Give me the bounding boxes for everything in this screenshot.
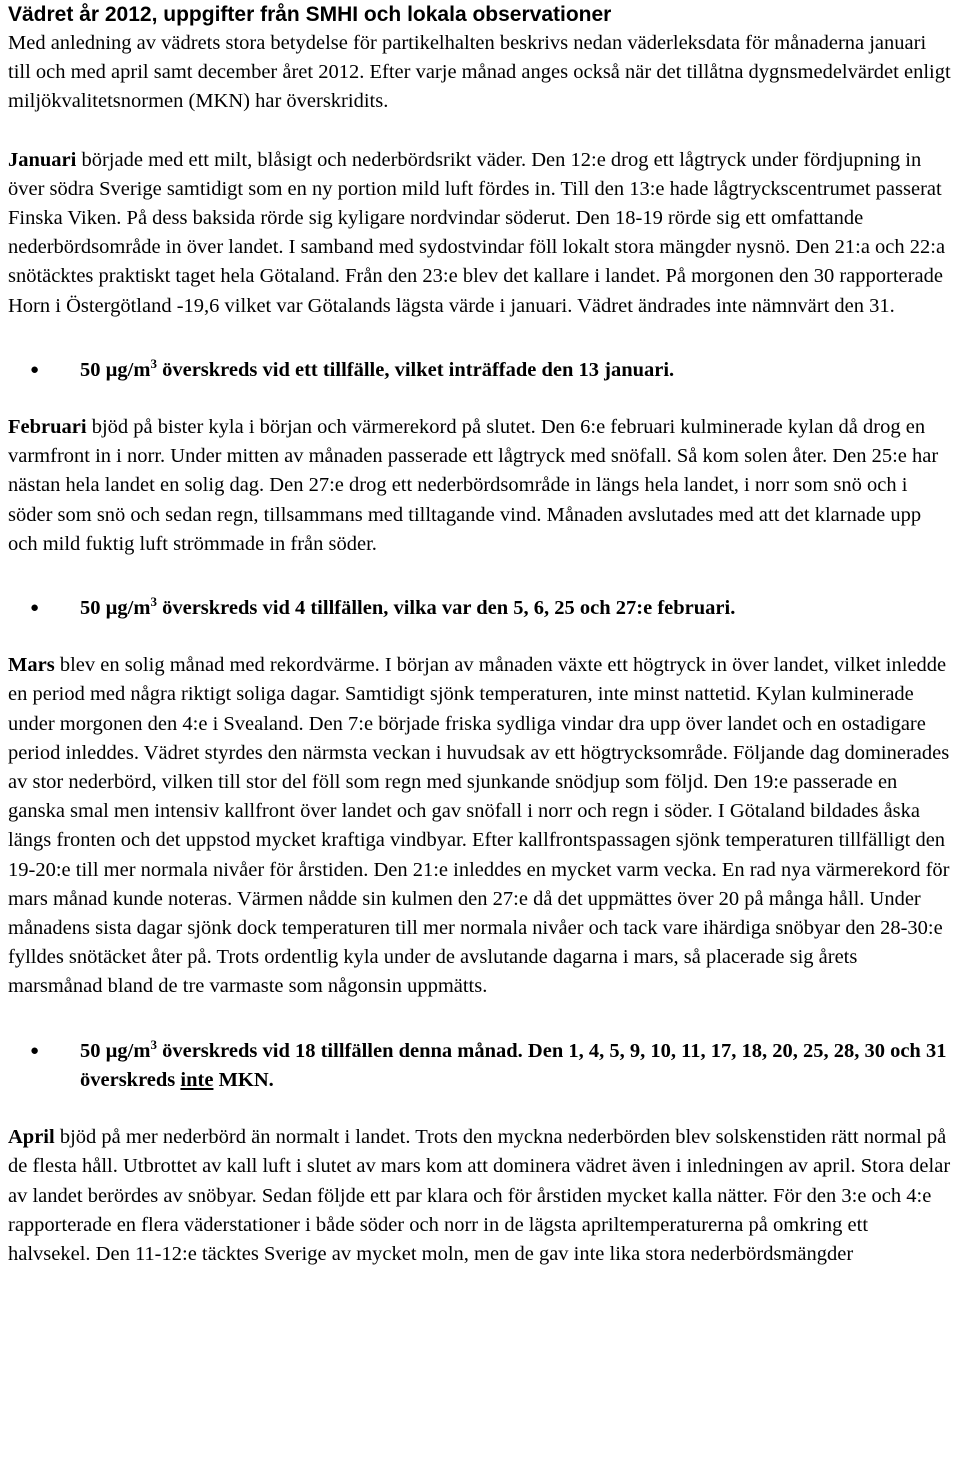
februari-exceedance-list — [8, 594, 952, 623]
month-heading-mars: Mars — [8, 654, 55, 677]
unit-exponent: 3 — [150, 356, 157, 371]
mars-exceedance-list — [8, 1037, 952, 1095]
month-heading-april: April — [8, 1126, 55, 1149]
limit-value: 50 µg/m — [80, 358, 151, 381]
intro-paragraph: Med anledning av vädrets stora betydelse för partikelhalten beskrivs nedan väderleksdata för månaderna januari till och med april samt december året 2012. Efter varje månad anges också när det tillåtna dygnsmedelvärdet enligt miljökvalitetsnormen (MKN) har överskridits. — [8, 32, 951, 113]
januari-paragraph — [8, 146, 952, 321]
bullet-icon: ● — [30, 361, 40, 378]
mars-paragraph — [8, 651, 952, 1001]
unit-exponent: 3 — [150, 1036, 157, 1052]
list-item — [30, 1037, 952, 1095]
document-title: Vädret år 2012, uppgifter från SMHI och lokala observationer — [8, 3, 612, 26]
limit-value: 50 µg/m — [80, 1039, 151, 1062]
februari-text: bjöd på bister kyla i början och värmerekord på slutet. Den 6:e februari kulminerade kylan då drog en varmfront in i norr. Under mitten av månaden passerade ett lågtryck med snöfall. Så kom solen åter. Den 25:e har nästan hela landet en solig dag. Den 27:e drog ett nederbördsområde in längs hela landet, i norr som snö och i söder som snö och sedan regn, tillsammans med tilltagande vind. Månaden avslutades med att det klarnade upp och mild fuktig luft strömmade in från söder. — [8, 416, 939, 555]
list-item — [30, 356, 952, 385]
mars-exceedance-underlined: inte — [180, 1068, 214, 1091]
unit-exponent: 3 — [150, 594, 157, 610]
month-heading-februari: Februari — [8, 416, 87, 439]
februari-paragraph — [8, 413, 952, 559]
bullet-icon: ● — [30, 1042, 40, 1059]
april-text: bjöd på mer nederbörd än normalt i landet. Trots den myckna nederbörden blev solskenstiden rätt normal på de flesta håll. Utbrottet av kall luft i slutet av mars kom att dominera vädret även i inledningen av april. Stora delar av landet berördes av snöbyar. Sedan följde ett par klara och för årstiden mycket kalla nätter. För den 3:e och 4:e rapporterade en flera väderstationer i både söder och norr in de lägsta apriltemperaturerna på omkring ett halvsekel. Den 11-12:e täcktes Sverige av mycket moln, men de gav inte lika stora nederbördsmängder — [8, 1126, 951, 1265]
limit-value: 50 µg/m — [80, 597, 151, 620]
februari-exceedance: överskreds vid 4 tillfällen, vilka var den 5, 6, 25 och 27:e februari. — [156, 597, 736, 620]
mars-text: blev en solig månad med rekordvärme. I början av månaden växte ett högtryck in över landet, vilket inledde en period med några riktigt soliga dagar. Samtidigt sjönk temperaturen, inte minst nattetid. Kylan kulminerade under morgonen den 4:e i Svealand. Den 7:e började friska sydliga vindar dra upp över landet och en ostadigare period inleddes. Vädret styrdes den närmsta veckan i huvudsak av ett högtrycksområde. Följande dag dominerades av stor nederbörd, vilken till stor del föll som regn med sjunkande snödjup som följd. Den 19:e passerade en ganska smal men intensiv kallfront över landet och gav snöfall i norr och regn i söder. I Götaland bildades åska längs fronten och det uppstod mycket kraftiga vindbyar. Efter kallfrontspassagen sjönk temperaturen tillfälligt den 19-20:e till mer normala nivåer för årstiden. Den 21:e inleddes en mycket varm vecka. En rad nya värmerekord för mars månad kunde noteras. Värmen nådde sin kulmen den 27:e då det uppmättes över 20 på många håll. Under månadens sista dagar sjönk dock temperaturen till mer normala nivåer och tack vare ihärdiga snöbyar den 28-30:e fylldes snötäcket åter på. Trots ordentlig kyla under de avslutande dagarna i mars, så placerade sig årets marsmånad bland de tre varmaste som någonsin uppmätts. — [8, 654, 950, 998]
bullet-icon: ● — [30, 600, 40, 617]
mars-exceedance: överskreds vid 18 tillfällen denna månad. Den 1, 4, 5, 9, 10, 11, 17, 18, 20, 25, 28, 30 och 31 överskreds — [80, 1039, 947, 1091]
januari-exceedance-list — [8, 356, 952, 385]
januari-text: började med ett milt, blåsigt och nederbördsrikt väder. Den 12:e drog ett lågtryck under fördjupning in över södra Sverige samtidigt som en ny portion mild luft fördes in. Till den 13:e hade lågtryckscentrumet passerat Finska Viken. På dess baksida rörde sig kyligare nordvindar söderut. Den 18-19 rörde sig ett omfattande nederbördsområde in över landet. I samband med sydostvindar föll lokalt stora mängder nysnö. Den 21:a och 22:a snötäcktes praktiskt taget hela Götaland. Från den 23:e blev det kallare i landet. På morgonen den 30 rapporterade Horn i Östergötland -19,6 vilket var Götalands lägsta värde i januari. Vädret ändrades inte nämnvärt den 31. — [8, 148, 946, 317]
mars-exceedance-end: MKN. — [213, 1068, 274, 1091]
april-paragraph — [8, 1123, 952, 1269]
list-item — [30, 594, 952, 623]
month-heading-januari: Januari — [8, 148, 77, 171]
document-page — [0, 2, 960, 1269]
januari-exceedance: överskreds vid ett tillfälle, vilket inträffade den 13 januari. — [156, 358, 675, 381]
